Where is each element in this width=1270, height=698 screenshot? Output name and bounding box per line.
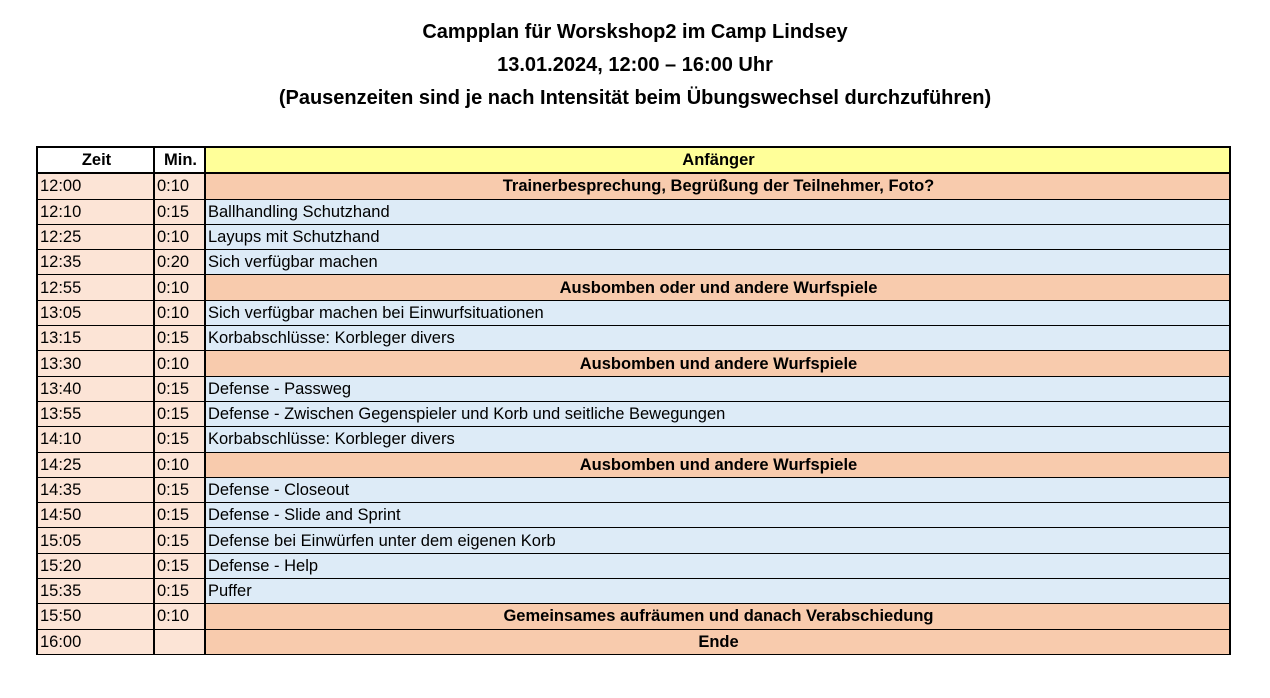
exercise-activity-cell: Defense - Help	[205, 553, 1230, 578]
break-activity-cell: Ausbomben und andere Wurfspiele	[205, 351, 1230, 376]
time-cell: 15:05	[37, 528, 154, 553]
duration-cell: 0:15	[154, 427, 205, 452]
time-cell: 13:30	[37, 351, 154, 376]
duration-cell: 0:15	[154, 553, 205, 578]
duration-cell	[154, 629, 205, 654]
time-cell: 13:40	[37, 376, 154, 401]
column-header-activity: Anfänger	[205, 147, 1230, 173]
exercise-activity-cell: Ballhandling Schutzhand	[205, 199, 1230, 224]
exercise-activity-cell: Defense - Slide and Sprint	[205, 503, 1230, 528]
table-row	[37, 275, 1230, 300]
exercise-activity-cell: Korbabschlüsse: Korbleger divers	[205, 326, 1230, 351]
time-cell: 12:35	[37, 250, 154, 275]
table-row	[37, 173, 1230, 199]
table-row	[37, 503, 1230, 528]
duration-cell: 0:15	[154, 401, 205, 426]
time-cell: 12:00	[37, 173, 154, 199]
table-row	[37, 224, 1230, 249]
table-row	[37, 427, 1230, 452]
duration-cell: 0:10	[154, 452, 205, 477]
note-line: (Pausenzeiten sind je nach Intensität beim Übungswechsel durchzuführen)	[278, 87, 992, 109]
time-cell: 15:35	[37, 579, 154, 604]
time-cell: 13:15	[37, 326, 154, 351]
title-line: Campplan für Worskshop2 im Camp Lindsey	[422, 21, 848, 43]
break-activity-cell: Ende	[205, 629, 1230, 654]
table-row	[37, 579, 1230, 604]
column-header-min: Min.	[154, 147, 205, 173]
time-cell: 12:25	[37, 224, 154, 249]
table-row	[37, 199, 1230, 224]
duration-cell: 0:15	[154, 503, 205, 528]
table-row	[37, 477, 1230, 502]
time-cell: 13:55	[37, 401, 154, 426]
duration-cell: 0:10	[154, 275, 205, 300]
duration-cell: 0:15	[154, 528, 205, 553]
duration-cell: 0:10	[154, 604, 205, 629]
duration-cell: 0:20	[154, 250, 205, 275]
table-row	[37, 553, 1230, 578]
duration-cell: 0:15	[154, 477, 205, 502]
exercise-activity-cell: Korbabschlüsse: Korbleger divers	[205, 427, 1230, 452]
time-cell: 14:35	[37, 477, 154, 502]
exercise-activity-cell: Layups mit Schutzhand	[205, 224, 1230, 249]
break-activity-cell: Trainerbesprechung, Begrüßung der Teilnehmer, Foto?	[205, 173, 1230, 199]
schedule-table	[36, 146, 1231, 655]
document-title-block	[0, 16, 1270, 115]
table-row	[37, 326, 1230, 351]
duration-cell: 0:10	[154, 300, 205, 325]
exercise-activity-cell: Sich verfügbar machen bei Einwurfsituationen	[205, 300, 1230, 325]
exercise-activity-cell: Puffer	[205, 579, 1230, 604]
duration-cell: 0:15	[154, 326, 205, 351]
duration-cell: 0:10	[154, 224, 205, 249]
table-row	[37, 528, 1230, 553]
time-cell: 16:00	[37, 629, 154, 654]
time-cell: 15:50	[37, 604, 154, 629]
time-cell: 12:55	[37, 275, 154, 300]
table-row	[37, 401, 1230, 426]
time-cell: 14:25	[37, 452, 154, 477]
duration-cell: 0:10	[154, 351, 205, 376]
table-row	[37, 629, 1230, 654]
exercise-activity-cell: Sich verfügbar machen	[205, 250, 1230, 275]
exercise-activity-cell: Defense - Zwischen Gegenspieler und Korb und seitliche Bewegungen	[205, 401, 1230, 426]
time-cell: 15:20	[37, 553, 154, 578]
time-cell: 14:50	[37, 503, 154, 528]
duration-cell: 0:15	[154, 579, 205, 604]
time-cell: 13:05	[37, 300, 154, 325]
time-cell: 14:10	[37, 427, 154, 452]
table-row	[37, 376, 1230, 401]
duration-cell: 0:10	[154, 173, 205, 199]
break-activity-cell: Gemeinsames aufräumen und danach Verabschiedung	[205, 604, 1230, 629]
break-activity-cell: Ausbomben oder und andere Wurfspiele	[205, 275, 1230, 300]
duration-cell: 0:15	[154, 376, 205, 401]
break-activity-cell: Ausbomben und andere Wurfspiele	[205, 452, 1230, 477]
table-row	[37, 300, 1230, 325]
exercise-activity-cell: Defense bei Einwürfen unter dem eigenen Korb	[205, 528, 1230, 553]
exercise-activity-cell: Defense - Passweg	[205, 376, 1230, 401]
duration-cell: 0:15	[154, 199, 205, 224]
table-row	[37, 452, 1230, 477]
table-row	[37, 351, 1230, 376]
date-line: 13.01.2024, 12:00 – 16:00 Uhr	[497, 54, 773, 76]
table-row	[37, 250, 1230, 275]
time-cell: 12:10	[37, 199, 154, 224]
exercise-activity-cell: Defense - Closeout	[205, 477, 1230, 502]
table-header-row	[37, 147, 1230, 173]
table-row	[37, 604, 1230, 629]
column-header-time: Zeit	[37, 147, 154, 173]
